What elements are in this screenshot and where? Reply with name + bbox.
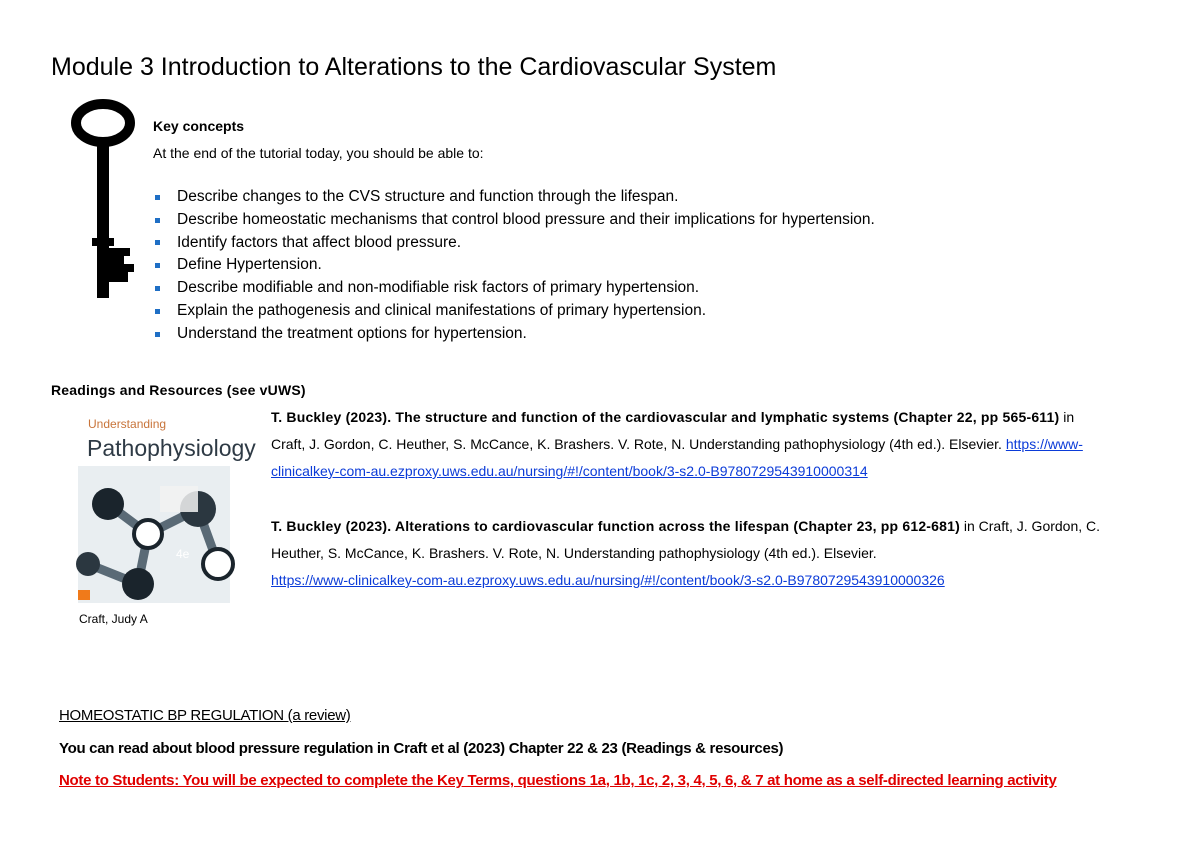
list-item-text: Explain the pathogenesis and clinical manifestations of primary hypertension. (177, 301, 707, 319)
book-cover-title: Pathophysiology (87, 435, 256, 461)
square-bullet-icon (155, 218, 160, 223)
reference-2 (271, 513, 1111, 594)
list-item (153, 254, 875, 277)
key-icon (68, 98, 138, 304)
square-bullet-icon (155, 332, 160, 337)
bp-section-heading: HOMEOSTATIC BP REGULATION (a review) (59, 707, 351, 724)
square-bullet-icon (155, 263, 160, 268)
reference-2-citation: in Craft, J. Gordon, C. Heuther, S. McCance, K. Brashers. V. Rote, N. Understanding pathophysiology (4th ed.). Elsevier. (271, 518, 1101, 561)
square-bullet-icon (155, 195, 160, 200)
book-cover-edition: 4e (176, 547, 190, 561)
student-note: Note to Students: You will be expected to complete the Key Terms, questions 1a, 1b, 1c, 2, 3, 4, 5, 6, & 7 at home as a self-directed learning activity (59, 772, 1057, 789)
list-item-text: Describe changes to the CVS structure and function through the lifespan. (177, 188, 679, 205)
book-caption: Craft, Judy A (79, 612, 148, 626)
list-item (153, 209, 875, 232)
key-concepts-heading: Key concepts (153, 118, 245, 134)
list-item-text: Understand the treatment options for hypertension. (177, 324, 527, 342)
reference-1-title: T. Buckley (2023). The structure and function of the cardiovascular and lymphatic systems (Chapter 22, pp 565-611) (271, 409, 1060, 425)
list-item (153, 300, 875, 323)
square-bullet-icon (155, 286, 160, 291)
key-concepts-intro: At the end of the tutorial today, you should be able to: (153, 145, 484, 161)
square-bullet-icon (155, 309, 160, 314)
list-item-text: Describe modifiable and non-modifiable risk factors of primary hypertension. (177, 279, 700, 297)
reference-1-link[interactable]: https://www-clinicalkey-com-au.ezproxy.uws.edu.au/nursing/#!/content/book/3-s2.0-B9780729543910000314 (271, 436, 1083, 479)
list-item (153, 323, 875, 346)
readings-heading: Readings and Resources (see vUWS) (51, 382, 306, 398)
key-concepts-list (153, 186, 875, 346)
page-title: Module 3 Introduction to Alterations to the Cardiovascular System (51, 53, 777, 81)
list-item-text: Identify factors that affect blood pressure. (177, 233, 462, 251)
reference-1-citation: in Craft, J. Gordon, C. Heuther, S. McCance, K. Brashers. V. Rote, N. Understanding pathophysiology (4th ed.). Elsevier. (271, 409, 1075, 452)
list-item-text: Describe homeostatic mechanisms that control blood pressure and their implications for hypertension. (177, 210, 875, 228)
book-cover-subtitle: Understanding (88, 417, 167, 431)
list-item (153, 232, 875, 255)
bp-reading-note: You can read about blood pressure regulation in Craft et al (2023) Chapter 22 & 23 (Readings & resources) (59, 740, 784, 757)
list-item (153, 277, 875, 300)
reference-2-title: T. Buckley (2023). Alterations to cardiovascular function across the lifespan (Chapter 23, pp 612-681) (271, 518, 960, 534)
book-cover-image (78, 414, 256, 603)
square-bullet-icon (155, 240, 160, 245)
reference-2-link[interactable]: https://www-clinicalkey-com-au.ezproxy.uws.edu.au/nursing/#!/content/book/3-s2.0-B9780729543910000326 (271, 572, 945, 588)
list-item (153, 186, 875, 209)
list-item-text: Define Hypertension. (177, 256, 322, 274)
reference-1 (271, 404, 1111, 485)
